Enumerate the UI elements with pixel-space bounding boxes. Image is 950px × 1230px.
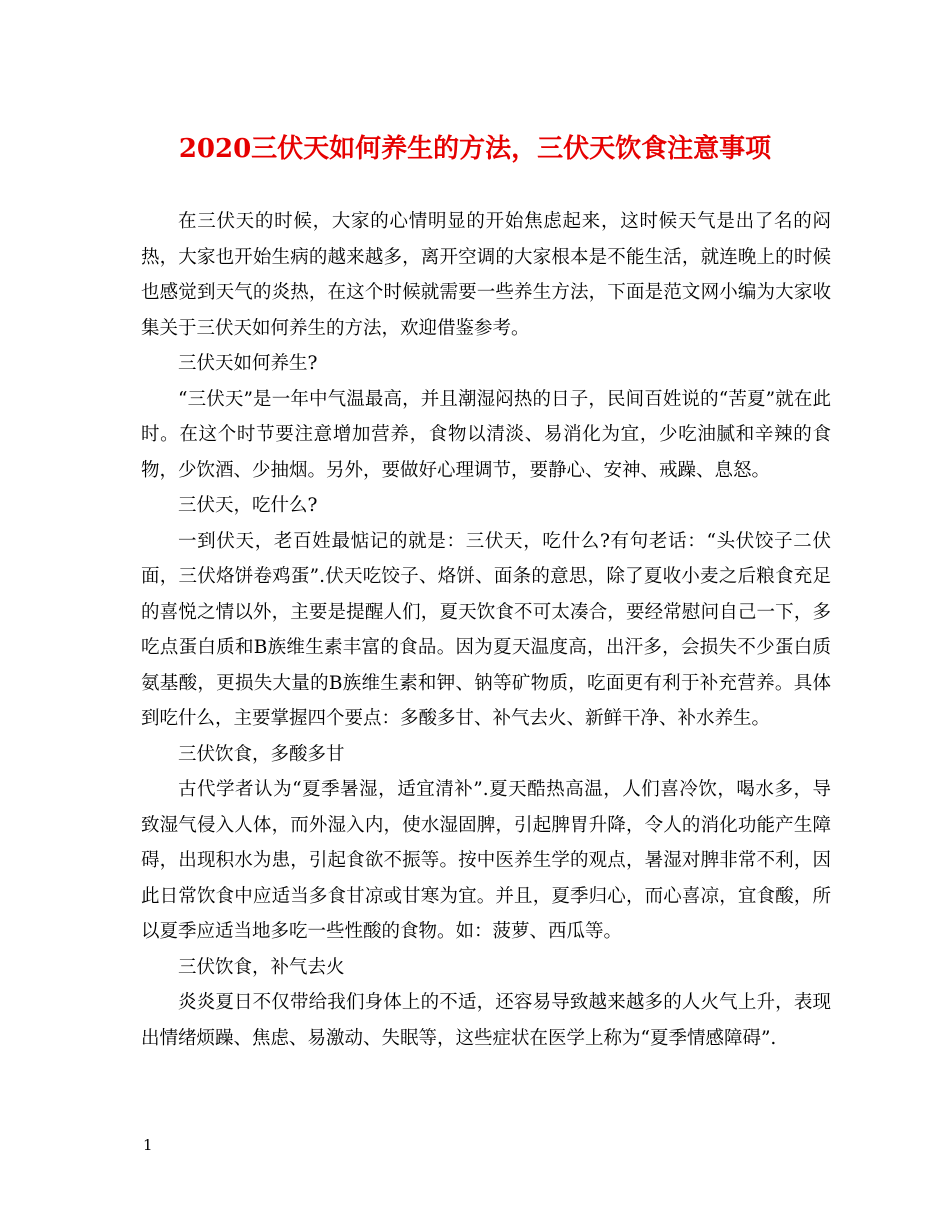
section-heading: 三伏饮食，补气去火: [178, 956, 345, 978]
document-title: 2020三伏天如何养生的方法，三伏天饮食注意事项: [178, 134, 772, 164]
section-heading: 三伏天如何养生?: [178, 353, 318, 374]
body-paragraph: “三伏天”是一年中气温最高，并且潮湿闷热的日子，民间百姓说的“苦夏”就在此时。在这个时节要注意增加营养，食物以清淡、易消化为宜，少吃油腻和辛辣的食物，少饮酒、少抽烟。另外，要做好心理调节，要静心、安神、戒躁、息怒。: [141, 388, 831, 481]
body-paragraph: 一到伏天，老百姓最惦记的就是：三伏天，吃什么?有句老话：“头伏饺子二伏面，三伏烙饼卷鸡蛋”.伏天吃饺子、烙饼、面条的意思，除了夏收小麦之后粮食充足的喜悦之情以外，主要是提醒人们，夏天饮食不可太凑合，要经常慰问自己一下，多吃点蛋白质和B族维生素丰富的食品。因为夏天温度高，出汗多，会损失不少蛋白质氨基酸，更损失大量的B族维生素和钾、钠等矿物质，吃面更有利于补充营养。具体到吃什么，主要掌握四个要点：多酸多甘、补气去火、新鲜干净、补水养生。: [141, 530, 831, 729]
intro-paragraph: 在三伏天的时候，大家的心情明显的开始焦虑起来，这时候天气是出了名的闷热，大家也开始生病的越来越多，离开空调的大家根本是不能生活，就连晚上的时候也感觉到天气的炎热，在这个时候就需要一些养生方法，下面是范文网小编为大家收集关于三伏天如何养生的方法，欢迎借鉴参考。: [141, 211, 831, 339]
document-body: [141, 204, 831, 1056]
section-heading: 三伏天，吃什么?: [178, 495, 318, 516]
body-paragraph: 古代学者认为“夏季暑湿，适宜清补”.夏天酷热高温，人们喜冷饮，喝水多，导致湿气侵入人体，而外湿入内，使水湿固脾，引起脾胃升降，令人的消化功能产生障碍，出现积水为患，引起食欲不振等。按中医养生学的观点，暑湿对脾非常不利，因此日常饮食中应适当多食甘凉或甘寒为宜。并且，夏季归心，而心喜凉，宜食酸，所以夏季应适当地多吃一些性酸的食物。如：菠萝、西瓜等。: [141, 779, 831, 942]
section-heading: 三伏饮食，多酸多甘: [178, 743, 345, 765]
body-paragraph: 炎炎夏日不仅带给我们身体上的不适，还容易导致越来越多的人火气上升，表现出情绪烦躁、焦虑、易激动、失眠等，这些症状在医学上称为“夏季情感障碍”.: [141, 992, 831, 1049]
page-number: 1: [143, 1136, 153, 1154]
